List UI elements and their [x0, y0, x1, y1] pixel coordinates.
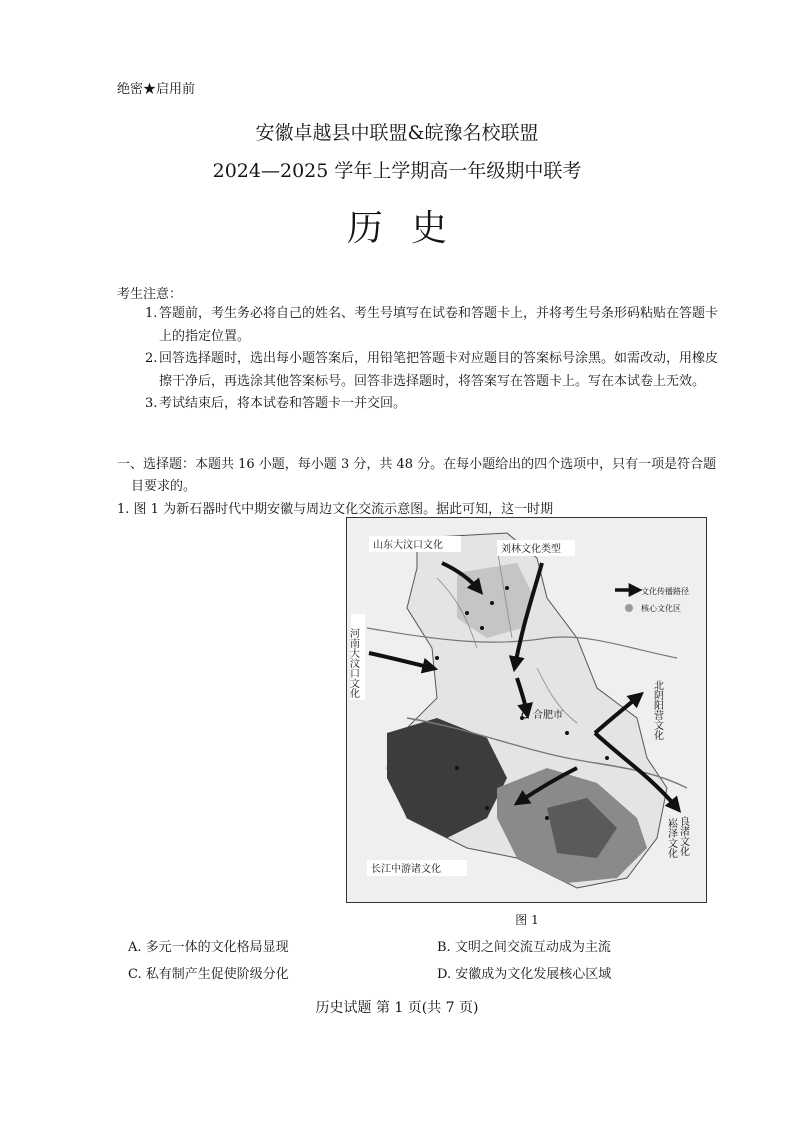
notice-item-text: 考试结束后，将本试卷和答题卡一并交回。	[159, 396, 407, 411]
exam-title-line1: 安徽卓越县中联盟&皖豫名校联盟	[255, 122, 539, 144]
notice-item-number: 3.	[145, 396, 158, 411]
secret-mark: 绝密★启用前	[117, 82, 196, 97]
notice-item-text: 答题前，考生务必将自己的姓名、考生号填写在试卷和答题卡上，并将考生号条形码粘贴在答题卡上的指定位置。	[159, 306, 719, 344]
legend-route-label: 文化传播路径	[641, 587, 689, 596]
label-changjiang: 长江中游诸文化	[371, 864, 441, 875]
section-heading	[117, 454, 720, 498]
label-beiyin: 北阴阳营文化	[651, 680, 663, 740]
question-1-stem: 1. 图 1 为新石器时代中期安徽与周边文化交流示意图。据此可知，这一时期	[117, 502, 554, 517]
section-heading-text: 一、选择题：本题共 16 小题，每小题 3 分，共 48 分。在每小题给出的四个选项中，只有一项是符合题目要求的。	[117, 457, 717, 494]
notice-item	[145, 348, 720, 393]
notice-list	[145, 303, 720, 416]
notice-item	[145, 393, 720, 416]
notice-item	[145, 303, 720, 348]
notice-item-text: 回答选择题时，选出每小题答案后，用铅笔把答题卡对应题目的答案标号涂黑。如需改动，用橡皮擦干净后，再选涂其他答案标号。回答非选择题时，将答案写在答题卡上。写在本试卷上无效。	[159, 351, 719, 389]
map-svg	[347, 518, 706, 902]
legend-core-label: 核心文化区	[641, 604, 681, 613]
label-songze: 崧泽文化	[665, 818, 677, 858]
option-a[interactable]: A. 多元一体的文化格局显现	[128, 940, 289, 955]
option-c[interactable]: C. 私有制产生促使阶级分化	[128, 967, 289, 982]
hefei-label: 合肥市	[533, 710, 563, 721]
page-footer: 历史试题 第 1 页(共 7 页)	[315, 1000, 479, 1016]
exam-title-line2: 2024—2025 学年上学期高一年级期中联考	[212, 160, 582, 182]
label-liangzhu: 良渚文化	[677, 816, 689, 856]
notice-item-number: 2.	[145, 351, 158, 366]
culture-exchange-map	[346, 517, 707, 903]
subject-title: 历史	[346, 208, 475, 249]
label-shandong: 山东大汶口文化	[373, 540, 443, 551]
figure-caption: 图 1	[515, 913, 539, 927]
notice-heading: 考生注意：	[117, 287, 183, 302]
option-b[interactable]: B. 文明之间交流互动成为主流	[437, 940, 611, 955]
label-liulin: 刘林文化类型	[501, 544, 561, 555]
label-henan: 河南大汶口文化	[347, 628, 359, 698]
notice-item-number: 1.	[145, 306, 158, 321]
legend-core-icon	[625, 604, 633, 612]
option-d[interactable]: D. 安徽成为文化发展核心区域	[437, 967, 612, 982]
